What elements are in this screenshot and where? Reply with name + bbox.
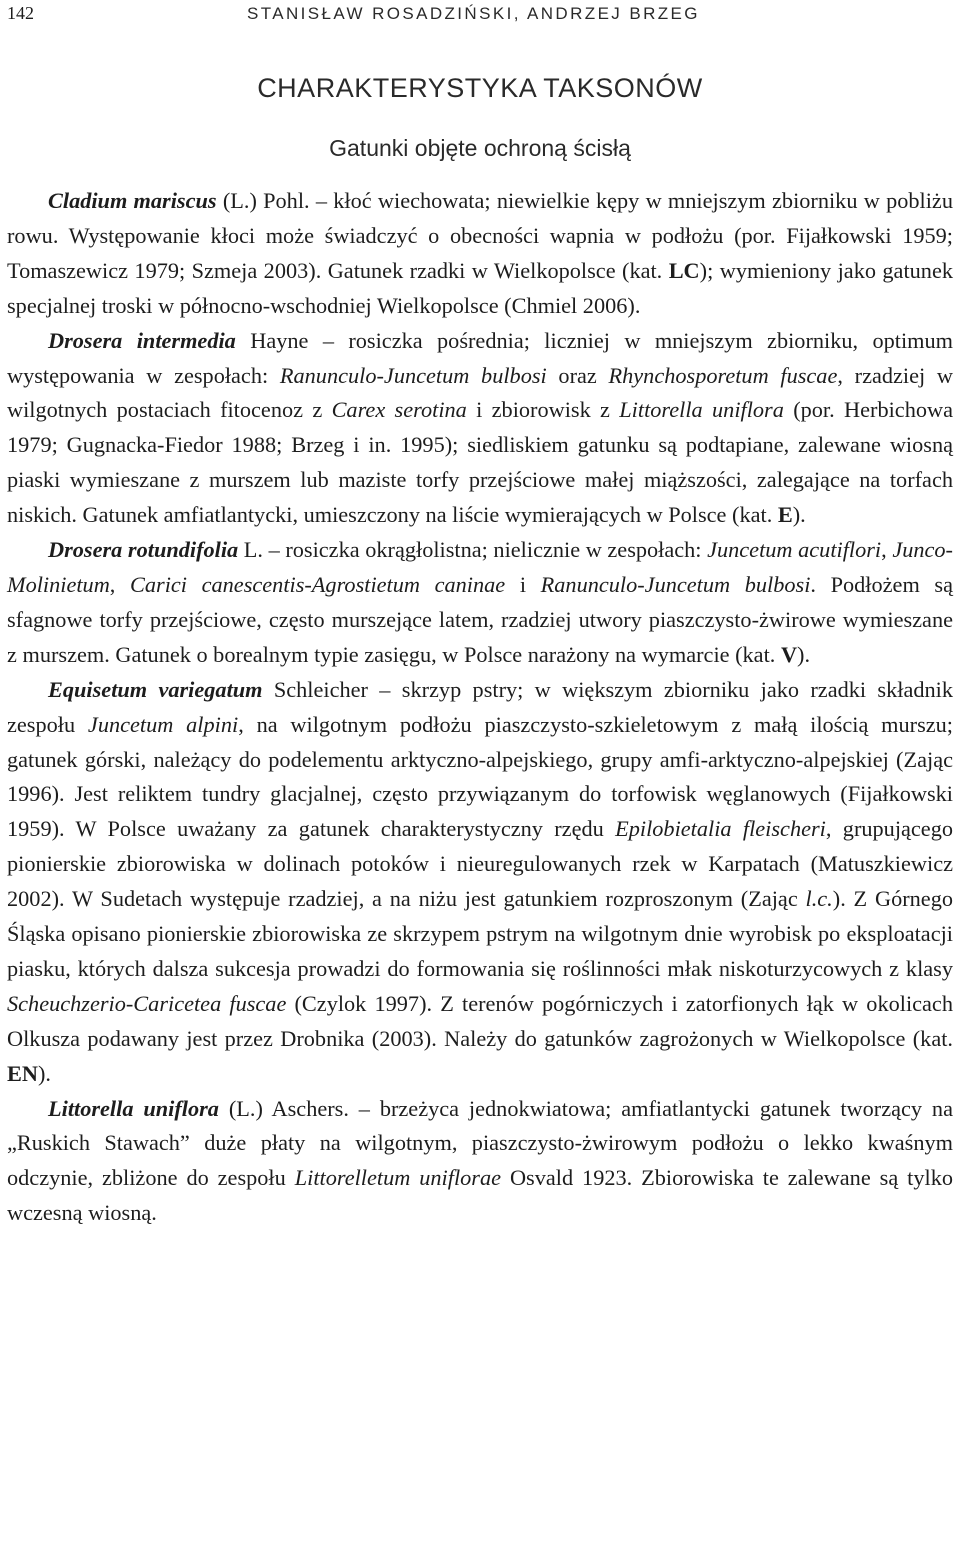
entry-text: , grupującego pionierskie zbiorowiska w dolinach potoków i nieuregulowanych rzek w Karpatach (Matuszkiewicz 2002). W Sudetach występuje rzadziej, a na niżu jest gatunkiem rozproszonym (Zając (7, 816, 953, 912)
entry-text: ). (797, 641, 811, 667)
entry-text: i (505, 571, 541, 597)
entry-text: i zbiorowisk z (466, 397, 620, 423)
species-entry-cladium-mariscus (7, 184, 953, 324)
syntaxon-name: Rhynchosporetum fuscae (608, 362, 838, 388)
species-name: Cladium mariscus (48, 188, 217, 213)
entry-text: ). (37, 1060, 51, 1086)
entry-text: ). (792, 502, 806, 528)
species-author: L. (238, 537, 263, 563)
syntaxon-name: Junco-Molinietum (7, 537, 953, 597)
syntaxon-name: Littorelletum uniflorae (294, 1165, 502, 1191)
entry-text: (Czylok 1997). Z terenów pogórniczych i zatorfionych łąk w okolicach Olkusza podawany jest przez Drobnika (2003). Należy do gatunków zagrożonych w Wielkopolsce (kat. (7, 990, 953, 1051)
entry-text: , (109, 571, 130, 597)
running-title: STANISŁAW ROSADZIŃSKI, ANDRZEJ BRZEG (247, 3, 700, 23)
entry-text: Osvald 1923. Zbiorowiska te zalewane są tylko wczesną wiosną. (7, 1165, 953, 1226)
species-name: Drosera rotundifolia (48, 537, 239, 563)
entry-text: oraz (546, 362, 609, 388)
entry-text: . Podłożem są sfagnowe torfy przejściowe, często murszejące latem, rzadziej utwory piaszczysto-żwirowe wymieszane z murszem. Gatunek o borealnym typie zasięgu, w Polsce narażony na wymarcie (kat. (7, 571, 953, 667)
species-author: (L.) Pohl. (216, 188, 310, 213)
entry-text: ). Z Górnego Śląska opisano pionierskie zbiorowiska ze skrzypem pstrym na wilgotnym dnie wyrobisk po eksploatacji piasku, których dalsza sukcesja prowadzi do formowania się roślinności młak niskoturzycowych z klasy (7, 886, 953, 981)
threat-category: EN (7, 1060, 38, 1086)
species-entry-drosera-intermedia (7, 324, 953, 533)
syntaxon-name: Scheuchzerio-Caricetea fuscae (7, 990, 287, 1016)
syntaxon-name: Epilobietalia fleischeri (615, 816, 826, 842)
syntaxon-name: Carici canescentis-Agrostietum caninae (130, 571, 506, 597)
syntaxon-name: Ranunculo-Juncetum bulbosi (279, 362, 547, 388)
page-number: 142 (7, 3, 34, 23)
entry-text: – skrzyp pstry; w większym zbiorniku jako rzadki składnik zespołu (7, 676, 953, 737)
species-author: Hayne (235, 327, 309, 353)
species-entry-drosera-rotundifolia (7, 533, 953, 673)
taxon-name: Littorella uniflora (619, 397, 784, 423)
entry-text: – rosiczka okrągłolistna; nielicznie w zespołach: (263, 537, 708, 563)
entry-text: , (881, 537, 893, 563)
species-name: Drosera intermedia (48, 327, 236, 353)
subsection-title: Gatunki objęte ochroną ścisłą (329, 135, 631, 161)
entry-text: (por. Herbichowa 1979; Gugnacka-Fiedor 1988; Brzeg i in. 1995); siedliskiem gatunku są podtapiane, zalewane wiosną piaski wymieszane z murszem lub maziste torfy przejściowe małej miąższości, zalegające na torfach niskich. Gatunek amfiatlantycki, umieszczony na liście wymierających w Polsce (kat. (7, 397, 953, 528)
entry-text: – rosiczka pośrednia; liczniej w mniejszym zbiorniku, optimum występowania w zespołach: (7, 327, 953, 388)
syntaxon-name: Ranunculo-Juncetum bulbosi (540, 571, 811, 597)
entry-text: , rzadziej w wilgotnych postaciach fitocenoz z (7, 362, 954, 423)
citation-abbrev: l.c. (805, 886, 833, 912)
threat-category: E (777, 502, 793, 528)
syntaxon-name: Juncetum acutiflori (707, 537, 882, 563)
species-entry-littorella-uniflora (7, 1092, 953, 1232)
section-title: CHARAKTERYSTYKA TAKSONÓW (257, 73, 703, 103)
species-author: (L.) Aschers. (218, 1095, 349, 1121)
threat-category: LC (668, 257, 700, 283)
syntaxon-name: Juncetum alpini (87, 711, 239, 737)
species-author: Schleicher (262, 676, 368, 702)
running-header (7, 0, 953, 27)
entry-text: – kłoć wiechowata; niewielkie kępy w mniejszym zbiorniku w pobliżu rowu. Występowanie kłoci może świadczyć o obecności wapnia w podłożu (por. Fijałkowski 1959; Tomaszewicz 1979; Szmeja 2003). Gatunek rzadki w Wielkopolsce (kat. (7, 188, 953, 283)
taxon-name: Carex serotina (331, 397, 467, 423)
entry-text: – brzeżyca jednokwiatowa; amfiatlantycki gatunek tworzący na „Ruskich Stawach” duże płaty na wilgotnym, piaszczysto-żwirowym podłożu o lekko kwaśnym odczynie, zbliżone do zespołu (7, 1095, 953, 1191)
species-entry-equisetum-variegatum (7, 673, 953, 1092)
threat-category: V (780, 641, 798, 667)
entry-text: , na wilgotnym podłożu piaszczysto-szkieletowym z małą ilością murszu; gatunek górski, należący do podelementu arktyczno-alpejskiego, grupy amfi-arktyczno-alpejskiej (Zając 1996). Jest reliktem tundry glacjalnej, często przywiązanym do torfowisk węglanowych (Fijałkowski 1959). W Polsce uważany za gatunek charakterystyczny rzędu (7, 711, 953, 842)
body-text (7, 184, 953, 1231)
species-name: Littorella uniflora (48, 1095, 219, 1121)
species-name: Equisetum variegatum (48, 676, 263, 702)
entry-text: ); wymieniony jako gatunek specjalnej troski w północno-wschodniej Wielkopolsce (Chmiel 2006). (7, 257, 953, 318)
